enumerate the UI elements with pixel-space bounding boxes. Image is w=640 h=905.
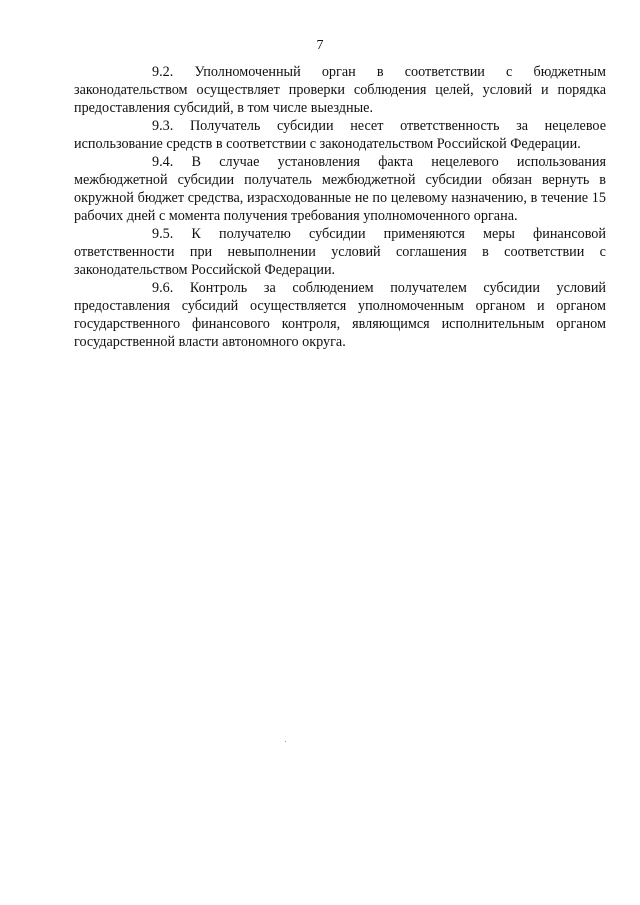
paragraph-9-4: [74, 153, 606, 225]
paragraph-9-2: [74, 63, 606, 117]
paragraph-text: В случае установления факта нецелевого использования межбюджетной субсидии получатель межбюджетной субсидии обязан вернуть в окружной бюджет средства, израсходованные не по целевому назначению, в течение 15 рабочих дней с момента получения требования уполномоченного органа.: [74, 154, 606, 224]
paragraph-text: Получатель субсидии несет ответственность за нецелевое использование средств в соответствии с законодательством Российской Федерации.: [74, 118, 606, 152]
paragraph-9-3: [74, 117, 606, 153]
paragraph-number: 9.6.: [152, 280, 174, 296]
paragraph-9-6: [74, 279, 606, 351]
paragraph-9-5: [74, 225, 606, 279]
paragraph-text: Уполномоченный орган в соответствии с бюджетным законодательством осуществляет проверки соблюдения целей, условий и порядка предоставления субсидий, в том числе выездные.: [74, 64, 607, 116]
paragraph-text: К получателю субсидии применяются меры финансовой ответственности при невыполнении условий соглашения в соответствии с законодательством Российской Федерации.: [74, 226, 606, 278]
paragraph-number: 9.4.: [152, 154, 174, 170]
paragraph-number: 9.5.: [152, 226, 174, 242]
paragraph-number: 9.2.: [152, 64, 174, 80]
paragraph-number: 9.3.: [152, 118, 174, 134]
page-number: 7: [316, 38, 324, 53]
scan-speck: [285, 741, 286, 742]
document-body: [74, 63, 606, 351]
paragraph-text: Контроль за соблюдением получателем субсидии условий предоставления субсидий осуществляется уполномоченным органом и органом государственного финансового контроля, являющимся исполнительным органом государственной власти автономного округа.: [74, 280, 607, 350]
